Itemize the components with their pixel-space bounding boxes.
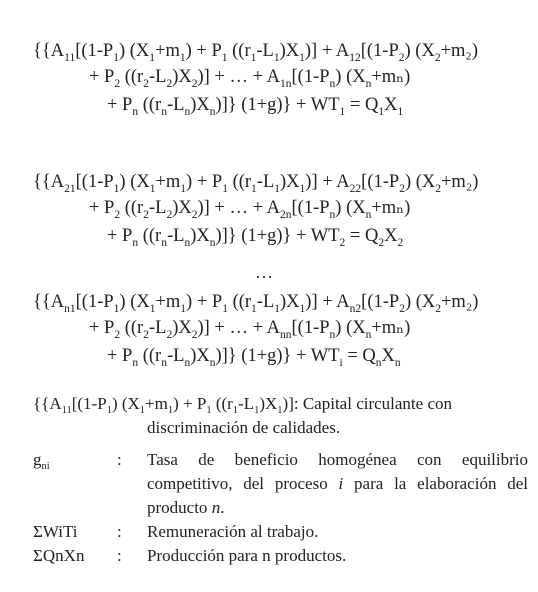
definition-capital-continued: discriminación de calidades. [147, 418, 341, 437]
term-g: $g_{ni}$ [33, 450, 50, 472]
equation-line: + $P_n$ $((r_n-L_n)X_n)$]} $(1+g)\} + WT_i = Q_nX_n$ [107, 346, 401, 369]
definition-text: Remuneración al trabajo. [147, 522, 319, 541]
equation-line: + $P_2$ $((r_2-L_2)X_2)$] + … + $A_{1n}[(1-P_n)$ $(X_n+m_n)$ [89, 67, 411, 90]
equation-line: + $P_n$ $((r_n-L_n)X_n)$]} $(1+g)\} + WT_2 = Q_2X_2$ [107, 226, 404, 249]
colon: : [117, 546, 122, 565]
definition-text: Tasa de beneficio homogénea con equilibrio competitivo, del proceso i para la elaboración del producto n. [147, 450, 529, 517]
definition-wi [33, 520, 528, 544]
term-wi: ΣWiTi [33, 522, 78, 541]
equation-line: {{$A_{11}[(1-P_1) (X_1+m_1) + P_1$ $((r_1-L_1)X_1)] + A_{12}[(1-P_2)$ $(X_2+m_2)$ [33, 41, 479, 64]
definition-qn [33, 544, 528, 568]
equation-line: {{$A_{21}[(1-P_1) (X_1+m_1) + P_1$ $((r_1-L_1)X_1)] + A_{22}[(1-P_2)$ $(X_2+m_2)$ [33, 172, 479, 195]
term-qn: ΣQnXn [33, 546, 85, 565]
equation-line: {{$A_{n1}[(1-P_1) (X_1+m_1) + P_1$ $((r_1-L_1)X_1)] + A_{n2}[(1-P_2)$ $(X_2+m_2)$ [33, 292, 479, 315]
colon: : [117, 450, 122, 469]
equation-line: + $P_n$ $((r_n-L_n)X_n)$]} $(1+g)\} + WT_1 = Q_1X_1$ [107, 95, 404, 118]
equation-line: + $P_2$ $((r_2-L_2)X_2)$] + … + $A_{nn}[(1-P_n)$ $(X_n+m_n)$ [89, 318, 411, 341]
ellipsis: … [255, 262, 274, 282]
definitions-block [33, 392, 528, 568]
definition-text: Producción para n productos. [147, 546, 347, 565]
equation-line: + $P_2$ $((r_2-L_2)X_2)$] + … + $A_{2n}[(1-P_n)$ $(X_n+m_n)$ [89, 198, 411, 221]
colon: : [117, 522, 122, 541]
definition-g [33, 448, 528, 520]
definition-capital: {{$A_{11}[(1-P_1) (X_1+m_1) + P_1$ $((r_1-L_1)X_1)$]: Capital circulante con [33, 394, 452, 416]
